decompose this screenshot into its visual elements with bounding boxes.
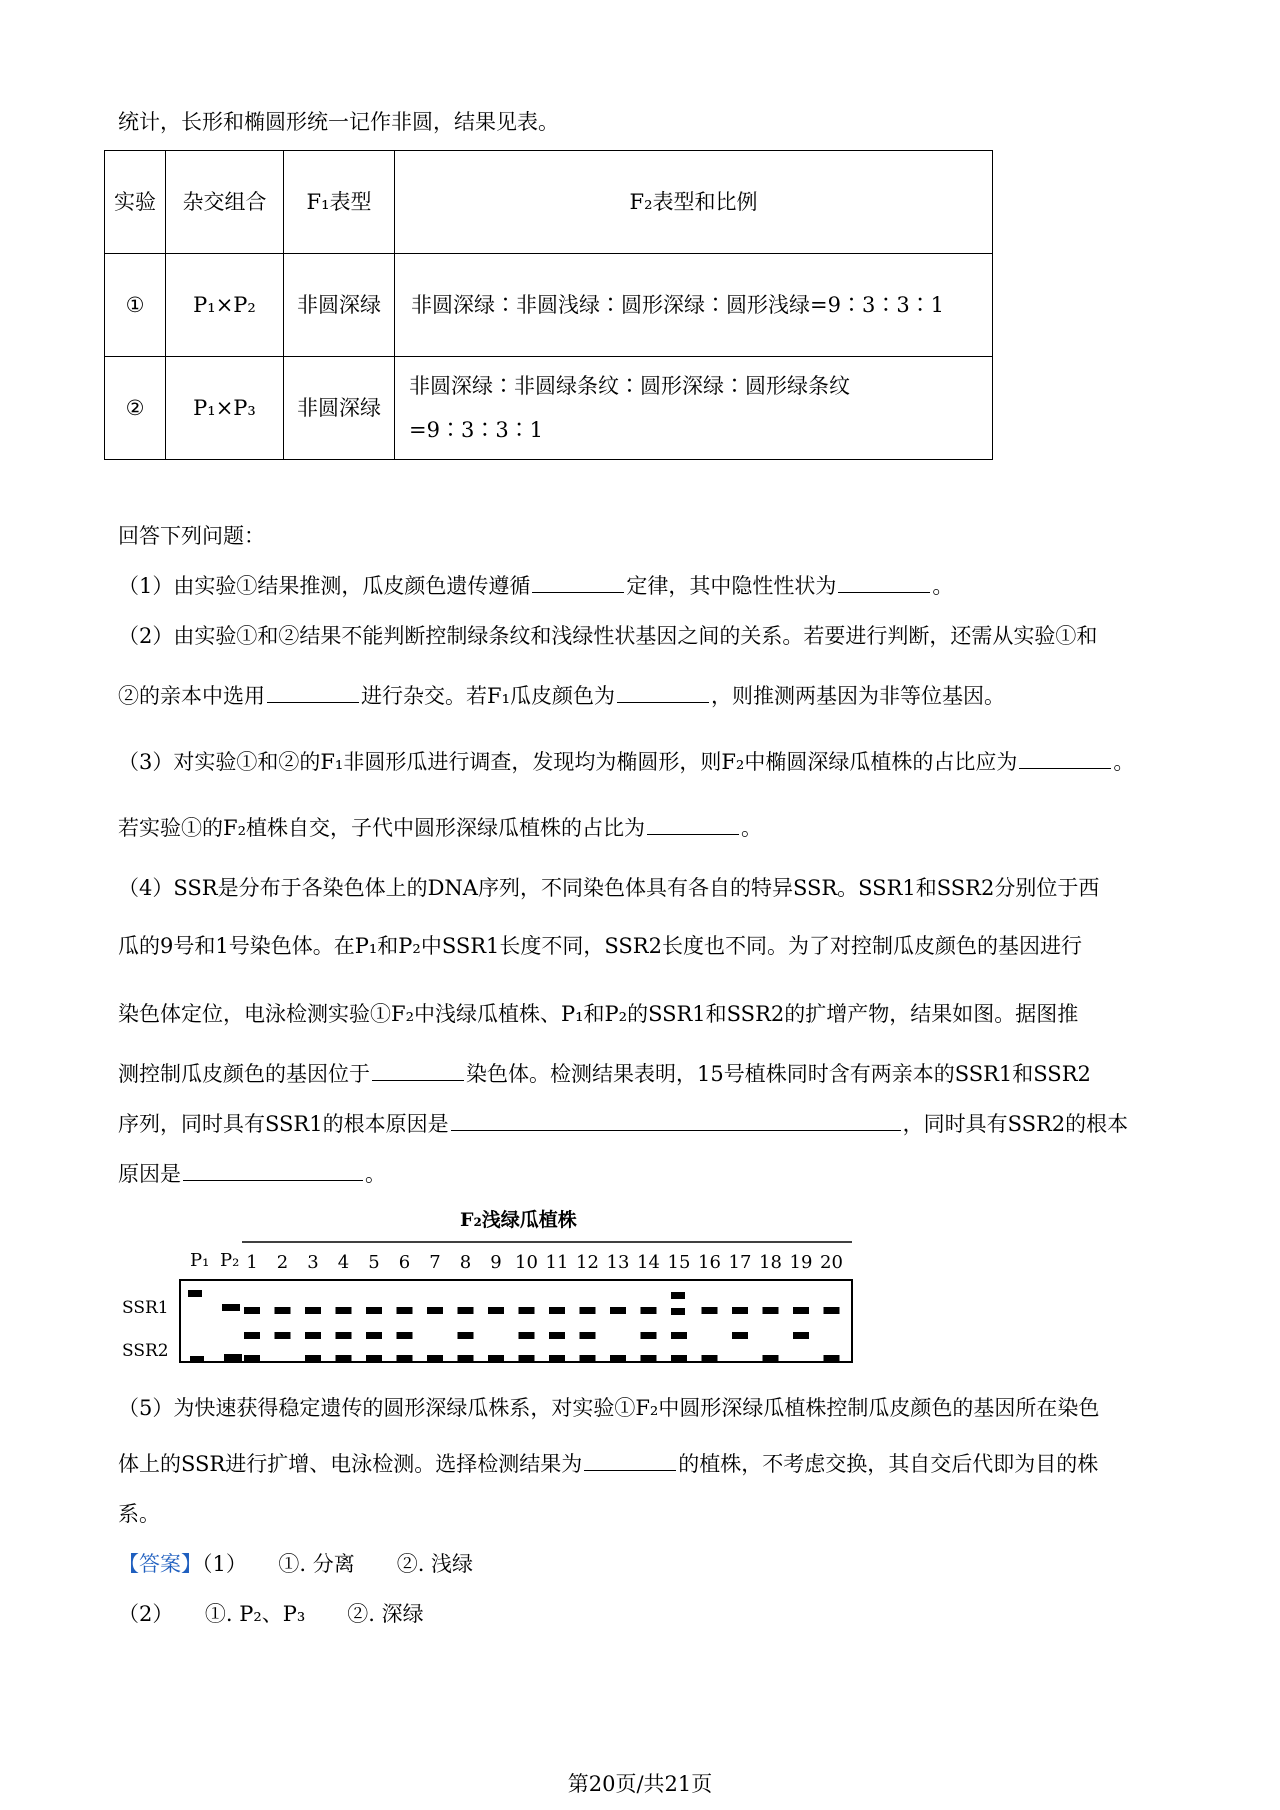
band-ssr1 (549, 1307, 565, 1314)
answer-blank[interactable] (183, 1160, 363, 1181)
band-ssr2-upper (336, 1332, 352, 1339)
band-ssr2-lower (641, 1355, 657, 1362)
question-4-line5 (118, 1110, 1128, 1138)
band-ssr1 (732, 1307, 748, 1314)
band-ssr2-upper (732, 1332, 748, 1339)
band-ssr2-lower (397, 1355, 413, 1362)
band-ssr2-lower (580, 1355, 596, 1362)
cell-f1: 非圆深绿 (284, 357, 395, 460)
answer-line-2: （2） ①. P₂、P₃ ②. 深绿 (118, 1602, 424, 1626)
lane-label: 6 (398, 1252, 411, 1273)
q3-text-d: 。 (741, 816, 762, 840)
band-ssr1 (610, 1307, 626, 1314)
q4-text-b: 染色体。检测结果表明，15号植株同时含有两亲本的SSR1和SSR2 (466, 1062, 1091, 1086)
lane-label: 7 (429, 1252, 441, 1273)
table-row (105, 254, 993, 357)
lane-label: 4 (337, 1252, 350, 1273)
lane-labels (246, 1252, 843, 1273)
band-ssr1 (336, 1307, 352, 1314)
band-ssr1 (366, 1307, 382, 1314)
q3-text-c: 若实验①的F₂植株自交，子代中圆形深绿瓜植株的占比为 (118, 816, 645, 840)
header-f2: F₂表型和比例 (395, 151, 993, 254)
question-2-line2 (118, 682, 1005, 710)
q4-text-f: 。 (365, 1162, 386, 1186)
lane-label: 10 (515, 1252, 538, 1273)
lane-label: 3 (307, 1252, 319, 1273)
answer-blank[interactable] (372, 1060, 464, 1081)
lane-label: 14 (637, 1252, 660, 1273)
q4-text-d: ，同时具有SSR2的根本 (902, 1112, 1129, 1136)
cell-f1: 非圆深绿 (284, 254, 395, 357)
question-1 (118, 572, 953, 600)
question-3-line1 (118, 748, 1134, 776)
q2-text-c: 进行杂交。若F₁瓜皮颜色为 (361, 684, 615, 708)
band-ssr2-lower (519, 1355, 535, 1362)
band-ssr2-lower (427, 1355, 443, 1362)
band-ssr2-lower (488, 1355, 504, 1362)
q4-text-e: 原因是 (118, 1162, 181, 1186)
cell-exp: ① (105, 254, 166, 357)
band-ssr2-upper (366, 1332, 382, 1339)
band-ssr2-lower (305, 1355, 321, 1362)
band-ssr2-lower (702, 1355, 718, 1362)
band-p2-ssr1 (222, 1304, 240, 1311)
band-ssr2-upper (641, 1332, 657, 1339)
answer-blank[interactable] (451, 1110, 901, 1131)
band-ssr2-upper (519, 1332, 535, 1339)
question-4-line3: 染色体定位，电泳检测实验①F₂中浅绿瓜植株、P₁和P₂的SSR1和SSR2的扩增产物，结果如图。据图推 (118, 1002, 1079, 1026)
band-ssr2-lower (824, 1355, 840, 1362)
answer-blank[interactable] (267, 682, 359, 703)
electrophoresis-figure (120, 1198, 860, 1368)
lane-label: 17 (728, 1252, 752, 1273)
band-ssr1 (793, 1307, 809, 1314)
band-ssr2-lower (336, 1355, 352, 1362)
answer-blank[interactable] (617, 682, 709, 703)
cell-f2: 非圆深绿∶非圆绿条纹∶圆形深绿∶圆形绿条纹=9∶3∶3∶1 (395, 357, 993, 460)
cell-cross: P₁×P₂ (166, 254, 284, 357)
question-2-line1: （2）由实验①和②结果不能判断控制绿条纹和浅绿性状基因之间的关系。若要进行判断，还需从实验①和 (118, 624, 1098, 648)
band-ssr2-upper (671, 1332, 687, 1339)
answer-blank[interactable] (647, 814, 739, 835)
lane-label: 18 (759, 1252, 782, 1273)
gel-frame (180, 1280, 852, 1362)
band-ssr1 (397, 1307, 413, 1314)
q2-text-b: ②的亲本中选用 (118, 684, 265, 708)
band-ssr1 (671, 1308, 685, 1315)
question-5-line1: （5）为快速获得稳定遗传的圆形深绿瓜株系，对实验①F₂中圆形深绿瓜植株控制瓜皮颜色的基因所在染色 (118, 1396, 1100, 1420)
q4-text-a: 测控制瓜皮颜色的基因位于 (118, 1062, 370, 1086)
band-ssr2-lower (366, 1355, 382, 1362)
gel-bands (188, 1290, 840, 1363)
page-footer: 第20页/共21页 (567, 1772, 713, 1796)
cell-exp: ② (105, 357, 166, 460)
q3-text-b: 。 (1113, 750, 1135, 774)
question-5-line3: 系。 (118, 1502, 160, 1526)
lane-label: 16 (698, 1252, 721, 1273)
band-ssr2-upper (549, 1332, 565, 1339)
band-ssr1 (702, 1307, 718, 1314)
band-ssr1 (519, 1307, 535, 1314)
question-4-line2: 瓜的9号和1号染色体。在P₁和P₂中SSR1长度不同，SSR2长度也不同。为了对控制瓜皮颜色的基因进行 (118, 934, 1082, 958)
band-ssr1 (305, 1307, 321, 1314)
question-5-line2 (118, 1450, 1098, 1478)
question-4-line1: （4）SSR是分布于各染色体上的DNA序列，不同染色体具有各自的特异SSR。SSR1和SSR2分别位于西 (118, 876, 1100, 900)
answer-text-1: （1） ①. 分离 ②. 浅绿 (202, 1552, 474, 1576)
band-ssr1 (580, 1307, 596, 1314)
answer-blank[interactable] (838, 572, 930, 593)
q5-text-c: 的植株，不考虑交换，其自交后代即为目的株 (678, 1452, 1099, 1476)
band-ssr2-upper (793, 1332, 809, 1339)
lane-label: 9 (490, 1252, 502, 1273)
answer-label: 【答案】 (118, 1552, 202, 1576)
lane-label: 11 (545, 1252, 569, 1273)
intro-text: 统计，长形和椭圆形统一记作非圆，结果见表。 (118, 110, 559, 134)
band-ssr2-upper (580, 1332, 596, 1339)
parent-label-p1: P₁ (190, 1250, 210, 1271)
answer-blank[interactable] (532, 572, 624, 593)
lane-label: 2 (276, 1252, 289, 1273)
question-4-line4 (118, 1060, 1091, 1088)
table-header-row (105, 151, 993, 254)
header-cross: 杂交组合 (166, 151, 284, 254)
band-ssr2-upper (244, 1332, 260, 1339)
question-3-line2 (118, 814, 762, 842)
parent-label-p2: P₂ (220, 1250, 240, 1271)
band-ssr2-lower (549, 1355, 565, 1362)
band-ssr1 (427, 1307, 443, 1314)
row-label-ssr1: SSR1 (122, 1298, 169, 1318)
header-exp: 实验 (105, 151, 166, 254)
band-ssr1 (275, 1307, 291, 1314)
band-p1-ssr1 (188, 1290, 202, 1297)
q1-text-a: （1）由实验①结果推测，瓜皮颜色遗传遵循 (118, 574, 531, 598)
lane-label: 5 (368, 1252, 380, 1273)
band-ssr2-lower (671, 1355, 687, 1362)
band-p2-ssr2 (224, 1354, 242, 1361)
band-p1-ssr2 (190, 1356, 204, 1363)
q5-text-b: 体上的SSR进行扩增、电泳检测。选择检测结果为 (118, 1452, 583, 1476)
band-ssr2-upper (458, 1332, 474, 1339)
q3-text-a: （3）对实验①和②的F₁非圆形瓜进行调查，发现均为椭圆形，则F₂中椭圆深绿瓜植株的占比应为 (118, 750, 1018, 774)
lane-label: 19 (789, 1252, 813, 1273)
cell-f2: 非圆深绿∶非圆浅绿∶圆形深绿∶圆形浅绿=9∶3∶3∶1 (395, 254, 993, 357)
lane-label: 20 (820, 1252, 843, 1273)
lane-label: 13 (606, 1252, 630, 1273)
band-ssr1 (244, 1307, 260, 1314)
lane-label: 12 (576, 1252, 599, 1273)
results-table (104, 150, 993, 460)
prompt-text: 回答下列问题： (118, 524, 265, 548)
answer-blank[interactable] (584, 1450, 676, 1471)
band-ssr2-upper (305, 1332, 321, 1339)
table-row (105, 357, 993, 460)
band-ssr1 (458, 1307, 474, 1314)
band-ssr2-lower (458, 1355, 474, 1362)
band-ssr1 (824, 1307, 840, 1314)
cell-cross: P₁×P₃ (166, 357, 284, 460)
answer-line-1 (118, 1550, 473, 1578)
band-ssr2-lower (763, 1355, 779, 1362)
answer-blank[interactable] (1019, 748, 1111, 769)
lane-label: 15 (667, 1252, 691, 1273)
band-ssr2-lower (610, 1355, 626, 1362)
lane-label: 8 (459, 1252, 472, 1273)
band-ssr2-upper (397, 1332, 413, 1339)
q1-text-b: 定律，其中隐性性状为 (626, 574, 837, 598)
lane-label: 1 (246, 1252, 258, 1273)
question-4-line6 (118, 1160, 386, 1188)
band-ssr2-upper (275, 1332, 291, 1339)
row-label-ssr2: SSR2 (122, 1341, 169, 1361)
q1-text-c: 。 (932, 574, 954, 598)
band-ssr1 (488, 1307, 504, 1314)
band-ssr1 (763, 1307, 779, 1314)
header-f1: F₁表型 (284, 151, 395, 254)
q2-text-d: ，则推测两基因为非等位基因。 (711, 684, 1005, 708)
gel-title: F₂浅绿瓜植株 (460, 1209, 577, 1231)
band-ssr2-lower (244, 1355, 260, 1362)
band-ssr1 (641, 1307, 657, 1314)
band-ssr1 (671, 1292, 685, 1299)
q4-text-c: 序列，同时具有SSR1的根本原因是 (118, 1112, 449, 1136)
